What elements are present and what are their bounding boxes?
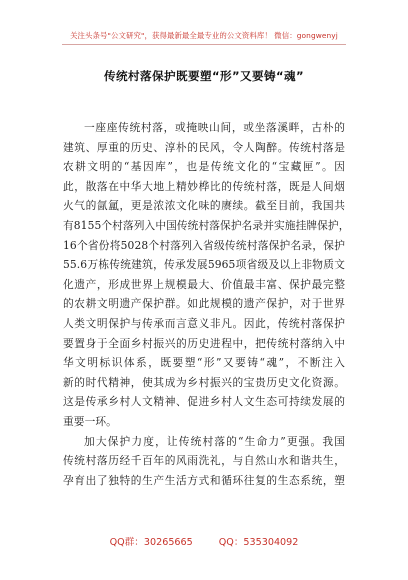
paragraph-line: 新的时代精神，使其成为乡村振兴的宝贵历史文化资源。 <box>63 375 345 389</box>
paragraph-line: 化遗产，形成世界上规模最大、价值最丰富、保护最完整 <box>63 277 345 291</box>
footer-contact <box>0 534 408 548</box>
paragraph-line: 传统村落历经千百年的风雨洗礼，与自然山水和谐共生， <box>63 454 345 468</box>
paragraph-line: 的农耕文明遗产保护群。如此规模的遗产保护，对于世界 <box>63 297 345 311</box>
paragraph-line: 55.6万栋传统建筑，传承发展5965项省级及以上非物质文 <box>63 258 345 272</box>
paragraph-line: 16个省份将5028个村落列入省级传统村落保护名录，保护 <box>63 238 345 252</box>
paragraph-line: 加大保护力度，让传统村落的“生命力”更强。我国 <box>84 434 345 448</box>
paragraph-line: 有8155个村落列入中国传统村落保护名录并实施挂牌保护， <box>63 218 350 232</box>
footer-qq: QQ：535304092 <box>218 537 299 548</box>
paragraph-line: 火气的氤氲，更是浓浓文化味的赓续。截至目前，我国共 <box>63 199 345 213</box>
header-banner: 关注头条号"公文研究"，获得最新最全最专业的公文资料库！ 微信：gongwenyj <box>70 31 338 40</box>
paragraph-line: 重要一环。 <box>63 414 117 428</box>
document-body <box>63 118 350 490</box>
paragraph-line: 孕育出了独特的生产生活方式和循环往复的生态系统，塑 <box>63 473 345 487</box>
document-title: 传统村落保护既要塑“形”又要铸“魂” <box>104 69 304 83</box>
paragraph-line: 农耕文明的“基因库”，也是传统文化的“宝藏匣”。因 <box>63 160 345 174</box>
paragraph-line: 要置身于全面乡村振兴的历史进程中，把传统村落纳入中 <box>63 336 345 350</box>
paragraph-line: 一座座传统村落，或掩映山间，或坐落溪畔，古朴的 <box>84 121 345 134</box>
footer-qq-group: QQ群：30265665 <box>109 537 193 548</box>
paragraph-line: 这是传承乡村人文精神、促进乡村人文生态可持续发展的 <box>63 395 345 409</box>
header-divider <box>62 44 346 45</box>
paragraph-line: 此，散落在中华大地上精妙桦比的传统村落，既是人间烟 <box>63 179 345 193</box>
paragraph-line: 人类文明保护与传承而言意义非凡。因此，传统村落保护 <box>63 316 345 330</box>
paragraph-line: 建筑、厚重的历史、淳朴的民风，令人陶醉。传统村落是 <box>63 140 345 154</box>
paragraph-line: 华文明标识体系，既要塑“形”又要铸“魂”，不断注入 <box>63 356 345 370</box>
